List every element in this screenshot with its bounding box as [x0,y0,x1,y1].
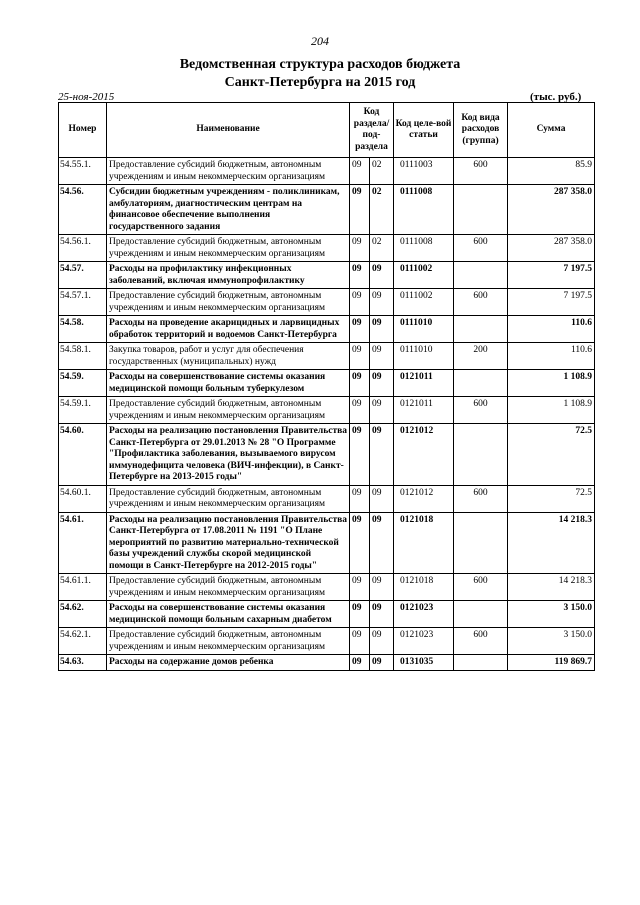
row-subsection: 09 [370,512,394,574]
table-row [59,397,595,424]
row-kind: 600 [454,158,508,185]
row-subsection: 09 [370,601,394,628]
row-name: Расходы на совершенствование системы оказания медицинской помощи больным туберкулезом [107,370,350,397]
row-section: 09 [350,370,370,397]
table-row [59,262,595,289]
row-subsection: 09 [370,316,394,343]
row-article: 0111003 [394,158,454,185]
row-number: 54.57. [59,262,107,289]
row-number: 54.63. [59,655,107,671]
row-section: 09 [350,485,370,512]
row-number: 54.58. [59,316,107,343]
row-subsection: 09 [370,655,394,671]
row-name: Предоставление субсидий бюджетным, автономным учреждениям и иным некоммерческим организациям [107,485,350,512]
header-sum: Сумма [508,103,595,158]
header-article: Код целе-вой статьи [394,103,454,158]
row-sum: 3 150.0 [508,628,595,655]
row-kind [454,262,508,289]
row-number: 54.56. [59,185,107,235]
row-article: 0121012 [394,424,454,486]
table-row [59,343,595,370]
row-sum: 14 218.3 [508,574,595,601]
row-sum: 1 108.9 [508,370,595,397]
table-row [59,316,595,343]
row-sum: 1 108.9 [508,397,595,424]
row-number: 54.61.1. [59,574,107,601]
row-article: 0121011 [394,397,454,424]
row-section: 09 [350,424,370,486]
row-section: 09 [350,235,370,262]
row-article: 0121011 [394,370,454,397]
row-kind [454,316,508,343]
row-article: 0111002 [394,289,454,316]
row-subsection: 09 [370,628,394,655]
row-sum: 14 218.3 [508,512,595,574]
header-section: Код раздела/ под-раздела [350,103,394,158]
row-number: 54.56.1. [59,235,107,262]
row-kind [454,601,508,628]
row-sum: 7 197.5 [508,262,595,289]
document-date: 25-ноя-2015 [58,91,115,103]
row-sum: 287 358.0 [508,185,595,235]
row-section: 09 [350,601,370,628]
row-kind: 600 [454,485,508,512]
row-article: 0121012 [394,485,454,512]
row-article: 0121018 [394,574,454,601]
title-line-1: Ведомственная структура расходов бюджета [179,57,461,72]
table-row [59,512,595,574]
row-number: 54.62.1. [59,628,107,655]
row-kind [454,370,508,397]
row-number: 54.60. [59,424,107,486]
table-row [59,655,595,671]
table-row [59,485,595,512]
header-name: Наименование [107,103,350,158]
row-name: Расходы на содержание домов ребенка [107,655,350,671]
budget-table [58,102,595,671]
row-number: 54.58.1. [59,343,107,370]
row-section: 09 [350,512,370,574]
row-kind [454,185,508,235]
row-sum: 72.5 [508,424,595,486]
row-subsection: 02 [370,158,394,185]
table-row [59,601,595,628]
row-sum: 110.6 [508,343,595,370]
row-name: Предоставление субсидий бюджетным, автономным учреждениям и иным некоммерческим организациям [107,158,350,185]
header-kind: Код вида расходов (группа) [454,103,508,158]
table-header-row [59,103,595,158]
row-kind: 600 [454,235,508,262]
row-article: 0121023 [394,601,454,628]
row-number: 54.61. [59,512,107,574]
units-label: (тыс. руб.) [530,91,582,103]
row-sum: 119 869.7 [508,655,595,671]
row-number: 54.57.1. [59,289,107,316]
row-number: 54.55.1. [59,158,107,185]
row-section: 09 [350,316,370,343]
table-row [59,158,595,185]
row-subsection: 09 [370,424,394,486]
row-section: 09 [350,185,370,235]
table-row [59,574,595,601]
row-number: 54.59.1. [59,397,107,424]
row-section: 09 [350,289,370,316]
row-article: 0111002 [394,262,454,289]
row-name: Предоставление субсидий бюджетным, автономным учреждениям и иным некоммерческим организациям [107,235,350,262]
table-row [59,185,595,235]
row-section: 09 [350,262,370,289]
row-section: 09 [350,574,370,601]
table-row [59,370,595,397]
row-number: 54.62. [59,601,107,628]
row-sum: 85.9 [508,158,595,185]
table-row [59,628,595,655]
row-section: 09 [350,343,370,370]
table-body [59,158,595,671]
row-section: 09 [350,397,370,424]
row-subsection: 09 [370,574,394,601]
title-line-2: Санкт-Петербурга на 2015 год [224,75,416,90]
row-kind [454,424,508,486]
row-name: Закупка товаров, работ и услуг для обеспечения государственных (муниципальных) нужд [107,343,350,370]
row-article: 0111010 [394,316,454,343]
row-subsection: 02 [370,235,394,262]
row-subsection: 02 [370,185,394,235]
row-subsection: 09 [370,485,394,512]
row-kind: 600 [454,628,508,655]
row-article: 0121018 [394,512,454,574]
row-article: 0111008 [394,235,454,262]
row-article: 0121023 [394,628,454,655]
row-section: 09 [350,655,370,671]
row-section: 09 [350,158,370,185]
table-row [59,235,595,262]
row-subsection: 09 [370,289,394,316]
row-sum: 287 358.0 [508,235,595,262]
row-number: 54.60.1. [59,485,107,512]
header-number: Номер [59,103,107,158]
row-subsection: 09 [370,343,394,370]
row-section: 09 [350,628,370,655]
row-number: 54.59. [59,370,107,397]
row-name: Субсидии бюджетным учреждениям - поликлиникам, амбулаториям, диагностическим центрам на финансовое обеспечение выполнения государственного задания [107,185,350,235]
row-kind: 200 [454,343,508,370]
row-name: Расходы на совершенствование системы оказания медицинской помощи больным сахарным диабетом [107,601,350,628]
row-name: Предоставление субсидий бюджетным, автономным учреждениям и иным некоммерческим организациям [107,397,350,424]
row-name: Расходы на реализацию постановления Правительства Санкт-Петербурга от 29.01.2013 № 28 "О Программе "Профилактика заболевания, вызываемого вирусом иммунодефицита человека (ВИЧ-инфекции), в Санкт-Петербурге на 2013-2015 годы" [107,424,350,486]
row-article: 0111010 [394,343,454,370]
row-sum: 110.6 [508,316,595,343]
table-row [59,424,595,486]
document-title [0,56,640,92]
table-row [59,289,595,316]
row-name: Предоставление субсидий бюджетным, автономным учреждениям и иным некоммерческим организациям [107,574,350,601]
page-number: 204 [311,34,329,48]
row-article: 0131035 [394,655,454,671]
row-kind [454,512,508,574]
row-sum: 7 197.5 [508,289,595,316]
row-subsection: 09 [370,370,394,397]
row-kind: 600 [454,397,508,424]
row-kind: 600 [454,574,508,601]
row-subsection: 09 [370,397,394,424]
row-article: 0111008 [394,185,454,235]
row-sum: 3 150.0 [508,601,595,628]
row-name: Расходы на реализацию постановления Правительства Санкт-Петербурга от 17.08.2011 № 1191 "О Плане мероприятий по развитию материально-технической базы учреждений службы скорой медицинской помощи в Санкт-Петербурге на 2012-2015 годы" [107,512,350,574]
row-name: Предоставление субсидий бюджетным, автономным учреждениям и иным некоммерческим организациям [107,289,350,316]
row-name: Предоставление субсидий бюджетным, автономным учреждениям и иным некоммерческим организациям [107,628,350,655]
row-name: Расходы на проведение акарицидных и ларвицидных обработок территорий и водоемов Санкт-Петербурга [107,316,350,343]
row-sum: 72.5 [508,485,595,512]
row-kind: 600 [454,289,508,316]
row-name: Расходы на профилактику инфекционных заболеваний, включая иммунопрофилактику [107,262,350,289]
row-subsection: 09 [370,262,394,289]
row-kind [454,655,508,671]
